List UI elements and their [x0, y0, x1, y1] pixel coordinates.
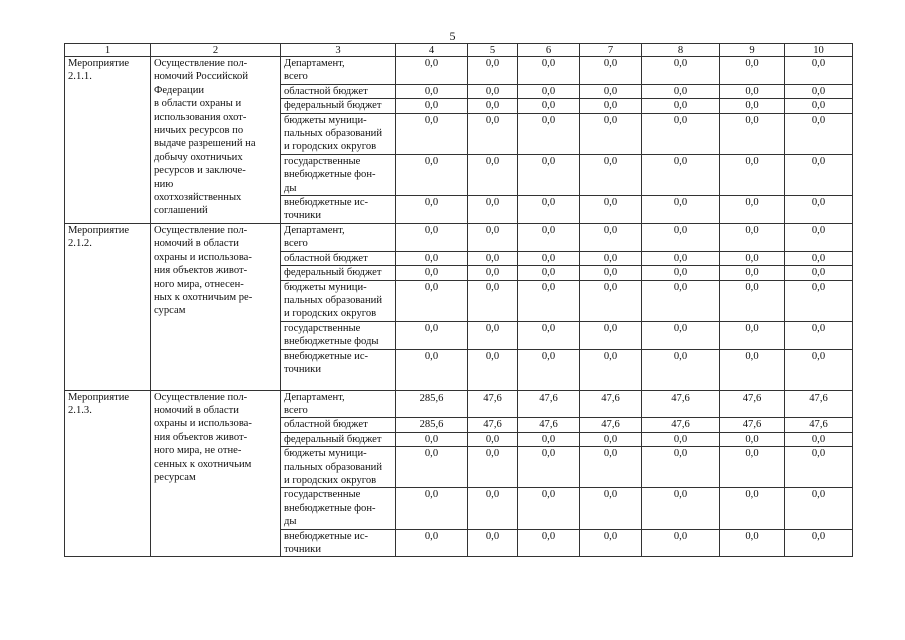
measure-description: Осуществление пол- номочий Российской Федерации в области охраны и использования охот- ничьих ресурсов по выдаче разрешений на добычу охотничьих ресурсов и заключе- нию охотхозяйственных соглашений — [151, 57, 281, 224]
value-cell — [580, 280, 642, 321]
value-cell — [785, 488, 853, 529]
funding-source: бюджеты муници- пальных образований и городских округов — [281, 447, 396, 488]
value-text: 0,0 — [603, 155, 618, 167]
table-body — [65, 57, 853, 557]
value-cell — [468, 154, 518, 195]
value-cell — [720, 223, 785, 251]
value-cell — [642, 113, 720, 154]
value-cell — [642, 447, 720, 488]
value-text: 0,0 — [811, 267, 826, 279]
budget-table — [64, 43, 853, 557]
value-cell — [468, 349, 518, 390]
value-cell — [720, 84, 785, 98]
value-cell — [720, 266, 785, 280]
value-cell — [468, 57, 518, 85]
measure-id: Мероприятие 2.1.1. — [65, 57, 151, 224]
value-cell — [396, 251, 468, 265]
value-cell — [785, 418, 853, 432]
value-text: 0,0 — [485, 85, 500, 97]
value-text: 0,0 — [673, 350, 688, 362]
header-cell: 7 — [580, 44, 642, 57]
value-text: 0,0 — [673, 530, 688, 542]
value-cell — [720, 447, 785, 488]
value-text: 47,6 — [809, 419, 828, 431]
header-row — [65, 44, 853, 57]
value-text: 0,0 — [603, 322, 618, 334]
value-text: 0,0 — [745, 448, 759, 460]
value-cell — [518, 529, 580, 557]
table-row — [65, 223, 853, 251]
value-cell — [518, 154, 580, 195]
value-text: 0,0 — [424, 224, 439, 236]
value-text: 0,0 — [485, 100, 500, 112]
value-text: 0,0 — [673, 100, 688, 112]
value-text: 0,0 — [673, 448, 688, 460]
value-text: 0,0 — [424, 155, 439, 167]
value-text: 0,0 — [811, 281, 826, 293]
value-cell — [785, 196, 853, 224]
value-cell — [518, 432, 580, 446]
value-text: 0,0 — [424, 350, 439, 362]
value-text: 0,0 — [424, 322, 439, 334]
value-cell — [580, 223, 642, 251]
value-cell — [518, 447, 580, 488]
value-text: 0,0 — [811, 489, 826, 501]
value-text: 0,0 — [745, 530, 759, 542]
value-cell — [468, 266, 518, 280]
value-text: 0,0 — [745, 252, 759, 264]
value-cell — [468, 488, 518, 529]
value-cell — [468, 280, 518, 321]
table-row — [65, 57, 853, 85]
value-cell — [518, 99, 580, 113]
value-text: 0,0 — [745, 224, 759, 236]
value-text: 0,0 — [603, 197, 618, 209]
value-text: 0,0 — [603, 100, 618, 112]
value-text: 0,0 — [811, 155, 826, 167]
value-text: 47,6 — [483, 419, 502, 431]
value-text: 0,0 — [485, 197, 500, 209]
value-cell — [720, 154, 785, 195]
funding-source: федеральный бюджет — [281, 266, 396, 280]
value-cell — [720, 321, 785, 349]
value-cell — [396, 447, 468, 488]
value-cell — [396, 57, 468, 85]
value-cell — [518, 418, 580, 432]
value-cell — [396, 349, 468, 390]
value-cell — [720, 57, 785, 85]
value-cell — [785, 447, 853, 488]
value-cell — [468, 84, 518, 98]
value-text: 0,0 — [424, 448, 439, 460]
value-cell — [518, 84, 580, 98]
value-text: 0,0 — [424, 281, 439, 293]
value-text: 0,0 — [673, 322, 688, 334]
value-cell — [642, 251, 720, 265]
value-text: 0,0 — [745, 489, 759, 501]
value-text: 0,0 — [541, 322, 556, 334]
value-cell — [396, 154, 468, 195]
value-text: 0,0 — [541, 85, 556, 97]
value-cell — [468, 251, 518, 265]
value-text: 0,0 — [485, 433, 500, 445]
value-text: 0,0 — [541, 350, 556, 362]
value-text: 47,6 — [809, 392, 828, 404]
value-cell — [720, 99, 785, 113]
value-text: 0,0 — [811, 224, 826, 236]
value-text: 0,0 — [424, 197, 439, 209]
funding-source: федеральный бюджет — [281, 99, 396, 113]
value-cell — [396, 321, 468, 349]
funding-source: внебюджетные ис- точники — [281, 349, 396, 390]
value-text: 0,0 — [603, 350, 618, 362]
value-cell — [396, 113, 468, 154]
value-text: 0,0 — [811, 114, 826, 126]
value-text: 0,0 — [745, 155, 759, 167]
value-text: 47,6 — [671, 419, 690, 431]
value-cell — [720, 196, 785, 224]
value-cell — [396, 432, 468, 446]
value-text: 0,0 — [811, 58, 826, 69]
value-text: 0,0 — [485, 252, 500, 264]
value-text: 0,0 — [603, 448, 618, 460]
value-text: 0,0 — [673, 281, 688, 293]
value-cell — [642, 321, 720, 349]
value-text: 0,0 — [424, 530, 439, 542]
value-cell — [642, 349, 720, 390]
value-text: 0,0 — [424, 489, 439, 501]
value-cell — [396, 529, 468, 557]
value-cell — [580, 418, 642, 432]
value-cell — [580, 251, 642, 265]
value-text: 0,0 — [541, 252, 556, 264]
value-cell — [396, 266, 468, 280]
value-text: 0,0 — [485, 155, 500, 167]
value-cell — [720, 349, 785, 390]
funding-source: областной бюджет — [281, 418, 396, 432]
value-text: 0,0 — [603, 58, 618, 69]
value-text: 0,0 — [424, 58, 439, 69]
value-cell — [468, 196, 518, 224]
value-text: 285,6 — [419, 392, 444, 404]
value-cell — [580, 113, 642, 154]
value-text: 0,0 — [673, 197, 688, 209]
value-text: 0,0 — [541, 448, 556, 460]
value-cell — [720, 418, 785, 432]
value-cell — [580, 321, 642, 349]
value-cell — [785, 432, 853, 446]
value-cell — [720, 488, 785, 529]
funding-source: областной бюджет — [281, 84, 396, 98]
value-text: 0,0 — [673, 85, 688, 97]
value-cell — [396, 488, 468, 529]
header-cell: 10 — [785, 44, 853, 57]
header-cell: 2 — [151, 44, 281, 57]
funding-source: областной бюджет — [281, 251, 396, 265]
value-text: 47,6 — [601, 392, 620, 404]
value-cell — [720, 432, 785, 446]
value-cell — [468, 99, 518, 113]
value-text: 47,6 — [742, 419, 762, 431]
value-text: 47,6 — [483, 392, 502, 404]
value-cell — [642, 84, 720, 98]
value-cell — [580, 529, 642, 557]
value-text: 0,0 — [424, 267, 439, 279]
funding-source: Департамент, всего — [281, 223, 396, 251]
value-text: 0,0 — [603, 530, 618, 542]
value-text: 0,0 — [745, 267, 759, 279]
value-text: 0,0 — [745, 114, 759, 126]
value-text: 0,0 — [745, 58, 759, 69]
value-cell — [518, 223, 580, 251]
value-text: 0,0 — [745, 350, 759, 362]
value-text: 0,0 — [603, 85, 618, 97]
value-text: 0,0 — [811, 100, 826, 112]
value-cell — [785, 57, 853, 85]
value-text: 285,6 — [419, 419, 444, 431]
funding-source: внебюджетные ис- точники — [281, 529, 396, 557]
measure-description: Осуществление пол- номочий в области охраны и использова- ния объектов живот- ного мира, отнесен- ных к охотничьим ре- сурсам — [151, 223, 281, 390]
page-number: 5 — [449, 29, 456, 43]
table-row — [65, 390, 853, 418]
value-cell — [785, 266, 853, 280]
value-cell — [468, 390, 518, 418]
funding-source: внебюджетные ис- точники — [281, 196, 396, 224]
value-cell — [785, 154, 853, 195]
value-cell — [468, 447, 518, 488]
value-text: 0,0 — [541, 114, 556, 126]
value-cell — [785, 113, 853, 154]
funding-source: Департамент, всего — [281, 390, 396, 418]
value-text: 0,0 — [485, 489, 500, 501]
value-cell — [580, 154, 642, 195]
value-cell — [642, 196, 720, 224]
value-cell — [518, 488, 580, 529]
value-cell — [720, 251, 785, 265]
value-cell — [580, 349, 642, 390]
value-text: 0,0 — [603, 252, 618, 264]
value-cell — [785, 349, 853, 390]
funding-source: Департамент, всего — [281, 57, 396, 85]
funding-source: государственные внебюджетные фон- ды — [281, 488, 396, 529]
value-cell — [518, 390, 580, 418]
value-cell — [468, 223, 518, 251]
measure-description: Осуществление пол- номочий в области охраны и использова- ния объектов живот- ного мира, не отне- сенных к охотничьим ресурсам — [151, 390, 281, 557]
value-text: 0,0 — [485, 530, 500, 542]
value-cell — [580, 84, 642, 98]
value-cell — [396, 223, 468, 251]
value-text: 0,0 — [485, 448, 500, 460]
value-text: 0,0 — [485, 267, 500, 279]
value-cell — [720, 529, 785, 557]
value-cell — [580, 196, 642, 224]
value-cell — [396, 418, 468, 432]
value-cell — [580, 390, 642, 418]
value-cell — [468, 432, 518, 446]
value-cell — [580, 447, 642, 488]
value-text: 0,0 — [424, 114, 439, 126]
value-text: 0,0 — [603, 433, 618, 445]
value-cell — [396, 280, 468, 321]
value-text: 0,0 — [541, 100, 556, 112]
value-cell — [580, 488, 642, 529]
value-text: 0,0 — [485, 322, 500, 334]
value-text: 47,6 — [671, 392, 690, 404]
value-text: 0,0 — [541, 433, 556, 445]
value-cell — [642, 529, 720, 557]
value-cell — [642, 57, 720, 85]
funding-source: бюджеты муници- пальных образований и городских округов — [281, 280, 396, 321]
value-cell — [468, 529, 518, 557]
value-cell — [518, 113, 580, 154]
value-text: 0,0 — [673, 489, 688, 501]
value-cell — [785, 99, 853, 113]
value-text: 0,0 — [424, 433, 439, 445]
value-cell — [785, 321, 853, 349]
value-cell — [642, 223, 720, 251]
value-cell — [580, 99, 642, 113]
value-text: 0,0 — [811, 350, 826, 362]
value-cell — [785, 223, 853, 251]
header-cell: 5 — [468, 44, 518, 57]
value-text: 0,0 — [603, 281, 618, 293]
value-text: 0,0 — [673, 267, 688, 279]
measure-id: Мероприятие 2.1.2. — [65, 223, 151, 390]
value-text: 0,0 — [673, 155, 688, 167]
value-cell — [642, 390, 720, 418]
value-text: 0,0 — [745, 322, 759, 334]
value-text: 0,0 — [541, 155, 556, 167]
value-text: 0,0 — [485, 281, 500, 293]
value-text: 47,6 — [601, 419, 620, 431]
header-cell: 9 — [720, 44, 785, 57]
funding-source: бюджеты муници- пальных образований и городских округов — [281, 113, 396, 154]
value-text: 0,0 — [811, 448, 826, 460]
value-cell — [642, 488, 720, 529]
value-text: 0,0 — [745, 281, 759, 293]
value-text: 47,6 — [742, 392, 762, 404]
header-cell: 6 — [518, 44, 580, 57]
value-text: 47,6 — [539, 392, 558, 404]
value-text: 0,0 — [541, 489, 556, 501]
value-cell — [720, 113, 785, 154]
value-cell — [642, 99, 720, 113]
value-cell — [396, 84, 468, 98]
value-cell — [518, 280, 580, 321]
funding-source: федеральный бюджет — [281, 432, 396, 446]
value-cell — [642, 432, 720, 446]
value-text: 0,0 — [673, 433, 688, 445]
value-cell — [518, 196, 580, 224]
value-cell — [642, 266, 720, 280]
value-text: 0,0 — [541, 197, 556, 209]
funding-source: государственные внебюджетные фоды — [281, 321, 396, 349]
value-text: 0,0 — [745, 85, 759, 97]
value-text: 0,0 — [541, 530, 556, 542]
value-cell — [720, 280, 785, 321]
value-cell — [580, 432, 642, 446]
value-text: 0,0 — [603, 489, 618, 501]
value-text: 0,0 — [811, 197, 826, 209]
measure-id: Мероприятие 2.1.3. — [65, 390, 151, 557]
header-cell: 4 — [396, 44, 468, 57]
value-text: 0,0 — [541, 224, 556, 236]
value-text: 0,0 — [603, 224, 618, 236]
value-text: 0,0 — [673, 114, 688, 126]
value-text: 0,0 — [811, 433, 826, 445]
value-cell — [518, 266, 580, 280]
value-text: 0,0 — [745, 100, 759, 112]
value-text: 0,0 — [673, 252, 688, 264]
value-cell — [518, 251, 580, 265]
header-cell: 1 — [65, 44, 151, 57]
value-text: 0,0 — [485, 350, 500, 362]
funding-source: государственные внебюджетные фон- ды — [281, 154, 396, 195]
value-text: 47,6 — [539, 419, 558, 431]
value-cell — [468, 113, 518, 154]
value-cell — [642, 154, 720, 195]
value-cell — [396, 196, 468, 224]
value-cell — [396, 99, 468, 113]
value-text: 0,0 — [673, 224, 688, 236]
value-cell — [785, 251, 853, 265]
value-text: 0,0 — [811, 530, 826, 542]
value-cell — [518, 57, 580, 85]
value-text: 0,0 — [745, 197, 759, 209]
value-cell — [785, 84, 853, 98]
value-cell — [720, 390, 785, 418]
value-text: 0,0 — [811, 322, 826, 334]
value-text: 0,0 — [424, 85, 439, 97]
value-text: 0,0 — [673, 58, 688, 69]
value-cell — [518, 321, 580, 349]
value-text: 0,0 — [541, 267, 556, 279]
value-cell — [518, 349, 580, 390]
value-cell — [468, 418, 518, 432]
value-cell — [785, 390, 853, 418]
value-cell — [785, 280, 853, 321]
header-cell: 3 — [281, 44, 396, 57]
value-cell — [468, 321, 518, 349]
value-text: 0,0 — [745, 433, 759, 445]
value-text: 0,0 — [485, 224, 500, 236]
value-text: 0,0 — [485, 114, 500, 126]
value-text: 0,0 — [424, 100, 439, 112]
value-cell — [580, 57, 642, 85]
value-cell — [642, 280, 720, 321]
value-cell — [642, 418, 720, 432]
value-cell — [785, 529, 853, 557]
value-text: 0,0 — [811, 252, 826, 264]
header-cell: 8 — [642, 44, 720, 57]
value-text: 0,0 — [541, 58, 556, 69]
value-cell — [396, 390, 468, 418]
value-text: 0,0 — [424, 252, 439, 264]
value-text: 0,0 — [603, 114, 618, 126]
value-text: 0,0 — [485, 58, 500, 69]
value-cell — [580, 266, 642, 280]
value-text: 0,0 — [811, 85, 826, 97]
value-text: 0,0 — [603, 267, 618, 279]
value-text: 0,0 — [541, 281, 556, 293]
